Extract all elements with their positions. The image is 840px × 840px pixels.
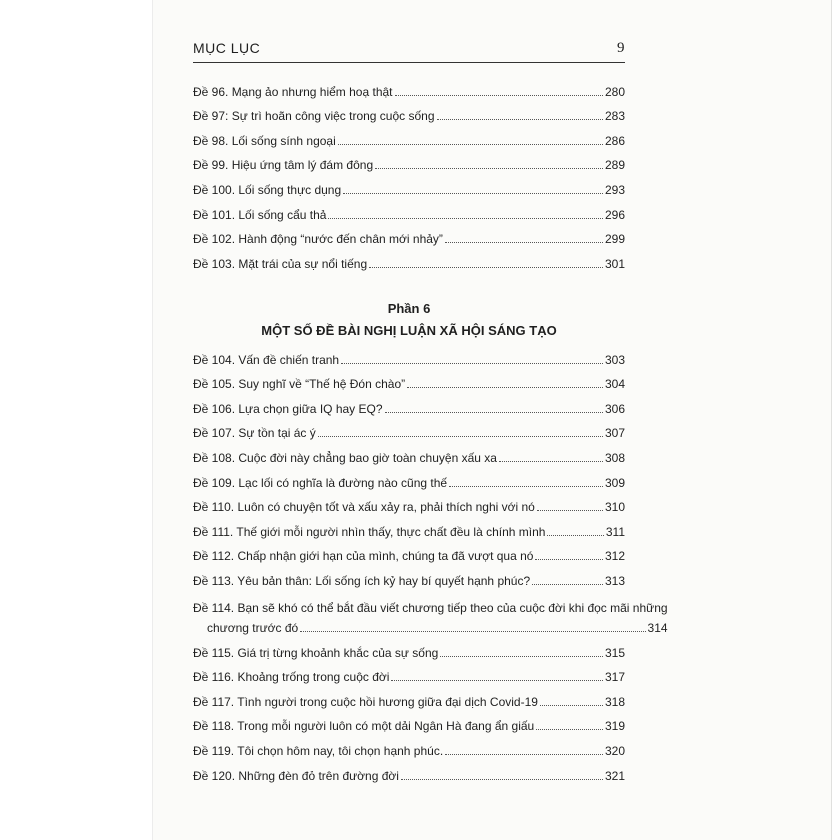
toc-entry-label: Đề 104. Vấn đề chiến tranh <box>193 352 340 367</box>
toc-entry <box>193 99 625 124</box>
toc-entry-label: Đề 111. Thế giới mỗi người nhìn thấy, thực chất đều là chính mình <box>193 524 546 539</box>
toc-entry-page: 311 <box>605 524 625 539</box>
section-heading <box>193 298 625 342</box>
dot-leader <box>437 119 603 120</box>
toc-entry-page: 293 <box>604 182 625 197</box>
dot-leader <box>395 95 603 96</box>
dot-leader <box>445 754 603 755</box>
toc-entry <box>193 490 625 515</box>
dot-leader <box>547 535 603 536</box>
toc-entry-label: Đề 99. Hiệu ứng tâm lý đám đông <box>193 158 374 173</box>
toc-entry-label: Đề 96. Mạng ảo nhưng hiểm hoạ thật <box>193 84 393 99</box>
dot-leader <box>535 559 603 560</box>
toc-entry-page: 299 <box>604 232 625 247</box>
toc-list-top <box>193 74 625 271</box>
dot-leader <box>343 193 603 194</box>
page-header <box>193 40 625 60</box>
toc-entry-multiline <box>193 588 668 635</box>
toc-entry-page: 310 <box>604 500 625 515</box>
toc-entry-label: Đề 118. Trong mỗi người luôn có một dải Ngân Hà đang ẩn giấu <box>193 719 535 734</box>
toc-entry <box>193 74 625 99</box>
section-part: Phần 6 <box>387 301 431 316</box>
toc-entry <box>193 391 625 416</box>
toc-entry <box>193 342 625 367</box>
toc-entry-page: 309 <box>604 475 625 490</box>
toc-entry-label: Đề 119. Tôi chọn hôm nay, tôi chọn hạnh phúc. <box>193 743 444 758</box>
toc-entry-page: 301 <box>604 256 625 271</box>
toc-entry <box>193 758 625 783</box>
toc-entry <box>193 197 625 222</box>
toc-entry-page: 308 <box>604 450 625 465</box>
toc-entry <box>193 563 625 588</box>
toc-entry-page: 304 <box>604 377 625 392</box>
dot-leader <box>532 584 603 585</box>
toc-entry <box>193 148 625 173</box>
toc-entry-label: Đề 115. Giá trị từng khoảnh khắc của sự sống <box>193 645 439 660</box>
toc-entry-page: 296 <box>604 207 625 222</box>
toc-entry-label: Đề 120. Những đèn đỏ trên đường đời <box>193 768 399 783</box>
toc-entry-label-line2: chương trước đó <box>207 620 299 635</box>
toc-entry <box>193 733 625 758</box>
toc-entry-label: Đề 106. Lựa chọn giữa IQ hay EQ? <box>193 401 383 416</box>
toc-entry-page: 314 <box>647 620 668 635</box>
toc-entry-page: 318 <box>604 694 625 709</box>
toc-entry <box>193 416 625 441</box>
toc-entry <box>193 172 625 197</box>
toc-entry <box>193 684 625 709</box>
dot-leader <box>328 218 603 219</box>
toc-entry-label: Đề 98. Lối sống sính ngoại <box>193 133 336 148</box>
dot-leader <box>375 168 603 169</box>
toc-entry-page: 286 <box>604 133 625 148</box>
toc-entry-label: Đề 117. Tình người trong cuộc hồi hương giữa đại dịch Covid-19 <box>193 694 538 709</box>
toc-entry-label-line1: Đề 114. Bạn sẽ khó có thể bắt đầu viết chương tiếp theo của cuộc đời khi đọc mãi những <box>193 600 668 615</box>
toc-entry-label: Đề 112. Chấp nhận giới hạn của mình, chúng ta đã vượt qua nó <box>193 549 534 564</box>
toc-entry-page: 315 <box>604 645 625 660</box>
toc-entry <box>193 222 625 247</box>
toc-entry <box>193 709 625 734</box>
toc-entry-page: 320 <box>604 743 625 758</box>
dot-leader <box>536 729 603 730</box>
toc-entry <box>193 123 625 148</box>
dot-leader <box>449 486 603 487</box>
toc-entry-label: Đề 107. Sự tồn tại ác ý <box>193 426 316 441</box>
toc-entry-label: Đề 110. Luôn có chuyện tốt và xấu xảy ra, phải thích nghi với nó <box>193 500 535 515</box>
dot-leader <box>407 387 603 388</box>
toc-entry-label: Đề 101. Lối sống cẩu thả <box>193 207 327 222</box>
toc-entry <box>193 367 625 392</box>
toc-list-bottom <box>193 342 668 783</box>
dot-leader <box>391 680 603 681</box>
toc-entry <box>193 539 625 564</box>
toc-entry-page: 303 <box>604 352 625 367</box>
toc-entry-label: Đề 116. Khoảng trống trong cuộc đời <box>193 670 390 685</box>
toc-entry-page: 313 <box>604 573 625 588</box>
dot-leader <box>440 656 603 657</box>
toc-entry-label: Đề 103. Mặt trái của sự nổi tiếng <box>193 256 368 271</box>
dot-leader <box>385 412 603 413</box>
toc-entry <box>193 660 625 685</box>
toc-entry-page: 317 <box>604 670 625 685</box>
dot-leader <box>338 144 603 145</box>
toc-entry <box>193 514 625 539</box>
toc-entry-page: 321 <box>604 768 625 783</box>
dot-leader <box>401 779 603 780</box>
toc-entry-page: 289 <box>604 158 625 173</box>
dot-leader <box>318 436 603 437</box>
toc-entry-label: Đề 105. Suy nghĩ về “Thế hệ Đón chào” <box>193 377 406 392</box>
dot-leader <box>540 705 603 706</box>
dot-leader <box>499 461 603 462</box>
toc-entry-page: 312 <box>604 549 625 564</box>
toc-entry-label: Đề 113. Yêu bản thân: Lối sống ích kỷ hay bí quyết hạnh phúc? <box>193 573 531 588</box>
toc-entry-page: 306 <box>604 401 625 416</box>
toc-entry <box>193 246 625 271</box>
toc-entry-page: 307 <box>604 426 625 441</box>
toc-entry-label: Đề 102. Hành động “nước đến chân mới nhảy” <box>193 232 443 247</box>
dot-leader <box>445 242 603 243</box>
toc-entry-page: 283 <box>604 109 625 124</box>
dot-leader <box>300 631 645 632</box>
toc-entry <box>193 465 625 490</box>
toc-entry-label: Đề 97: Sự trì hoãn công việc trong cuộc sống <box>193 109 435 124</box>
page-number: 9 <box>617 40 625 56</box>
dot-leader <box>341 363 603 364</box>
toc-entry <box>193 440 625 465</box>
section-title: MỘT SỐ ĐỀ BÀI NGHỊ LUẬN XÃ HỘI SÁNG TẠO <box>261 323 557 338</box>
toc-entry-page: 280 <box>604 84 625 99</box>
dot-leader <box>369 267 603 268</box>
toc-entry <box>193 635 625 660</box>
toc-entry-label: Đề 109. Lạc lối có nghĩa là đường nào cũng thế <box>193 475 448 490</box>
toc-entry-label: Đề 100. Lối sống thực dụng <box>193 182 342 197</box>
header-rule <box>193 62 625 63</box>
dot-leader <box>537 510 603 511</box>
header-title: MỤC LỤC <box>193 40 261 56</box>
toc-entry-page: 319 <box>604 719 625 734</box>
toc-entry-label: Đề 108. Cuộc đời này chẳng bao giờ toàn chuyện xấu xa <box>193 450 497 465</box>
